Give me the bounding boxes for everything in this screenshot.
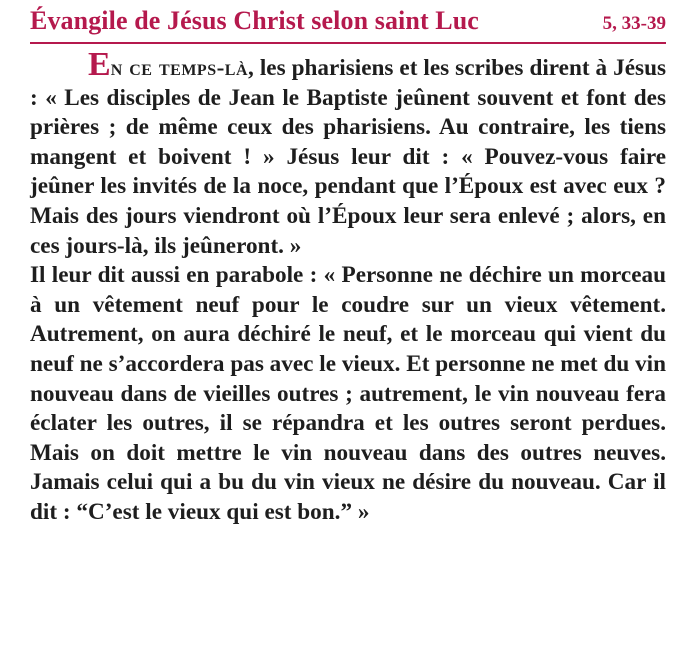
reading-title: Évangile de Jésus Christ selon saint Luc: [30, 6, 479, 35]
paragraph-1: [30, 48, 666, 261]
drop-cap: E: [88, 46, 111, 83]
reading-body: [30, 48, 666, 528]
reading-header: [30, 6, 666, 44]
scripture-reference: 5, 33-39: [602, 13, 666, 34]
paragraph-2: [30, 261, 666, 527]
gospel-reading: [30, 6, 666, 528]
paragraph-1-text: , les pharisiens et les scribes dirent à Jésus : « Les disciples de Jean le Baptiste jeûnent souvent et font des prières ; de même ceux des pharisiens. Au contraire, les tiens mangent et boivent ! » Jésus leur dit : « Pouvez-vous faire jeûner les invités de la noce, pendant que l’Époux est avec eux ? Mais des jours viendront où l’Époux leur sera enlevé ; alors, en ces jours-là, ils jeûneront. »: [30, 55, 666, 259]
opening-smallcaps: n ce temps-là: [110, 55, 249, 81]
paragraph-2-text: Il leur dit aussi en parabole : « Personne ne déchire un morceau à un vêtement neuf pour le coudre sur un vieux vêtement. Autrement, on aura déchiré le neuf, et le morceau qui vient du neuf ne s’accordera pas avec le vieux. Et personne ne met du vin nouveau dans de vieilles outres ; autrement, le vin nouveau fera éclater les outres, il se répandra et les outres seront perdues. Mais on doit mettre le vin nouveau dans des outres neuves. Jamais celui qui a bu du vin vieux ne désire du nouveau. Car il dit : “C’est le vieux qui est bon.” »: [30, 262, 666, 525]
